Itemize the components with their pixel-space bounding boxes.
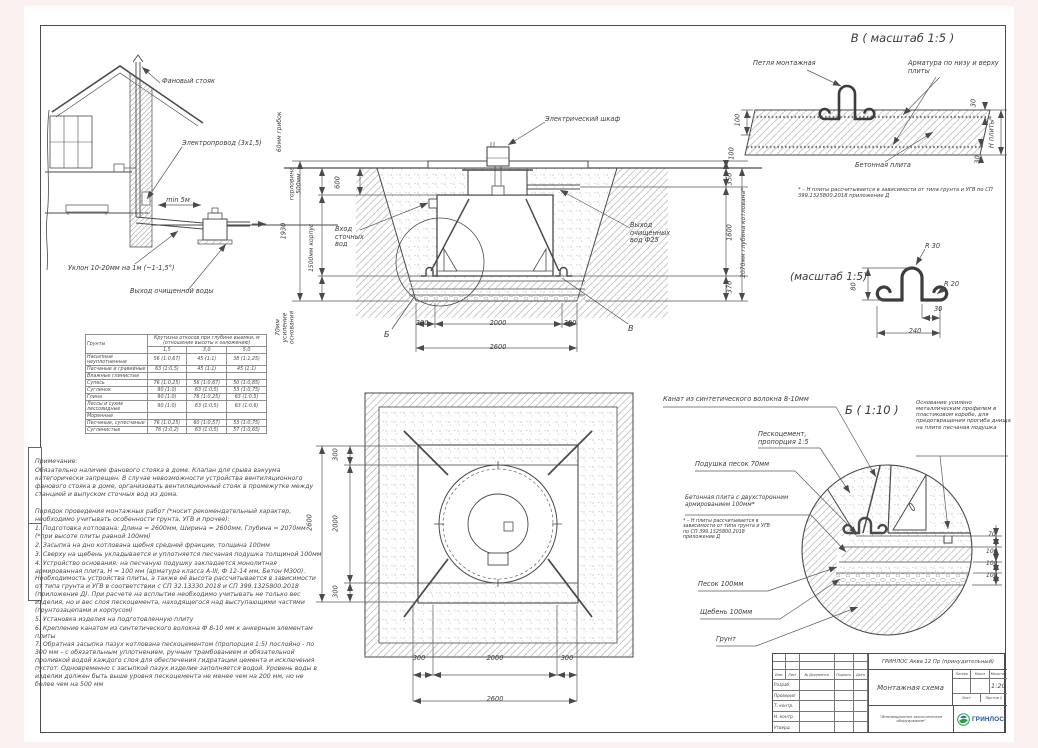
electric-cabinet xyxy=(487,147,509,166)
label-fan-stack: Фановый стояк xyxy=(162,77,215,85)
tb-listov: Листов 1 xyxy=(985,696,1003,701)
tb-role: Проверил xyxy=(773,691,800,701)
tb-masshtab: Масштаб xyxy=(990,672,1006,677)
dim-cap-60: 60мм грибок xyxy=(276,111,284,153)
soils-header-soil: Грунты xyxy=(86,335,148,354)
soil-value: 53 (1:0,75) xyxy=(227,420,267,427)
plan-dim-300-br: 300 xyxy=(560,654,574,662)
title-block xyxy=(772,653,1005,733)
installation-notes xyxy=(35,458,323,690)
tb-role: Н. контр. xyxy=(773,712,800,722)
mark-detail-b: Б xyxy=(384,330,390,339)
soil-name: Суглинистые xyxy=(86,427,148,434)
label-outlet: Выход очищенных вод Ф25 xyxy=(630,221,671,245)
soil-name: Суглинок xyxy=(86,387,148,394)
tb-massa: Масса xyxy=(971,670,989,678)
label-min-distance: min 5м xyxy=(166,196,190,204)
notes-step: 1. Подготовка котлована: Длина = 2600мм, Ширина = 2600мм, Глубина = 2070мм (*при высоте плиты равной 100мм) xyxy=(35,525,306,540)
soil-value: 60 (1:0,57) xyxy=(187,420,227,427)
table-row xyxy=(86,420,267,427)
notes-title: Примечание: xyxy=(35,458,78,465)
soil-value: 76 (1:0,25) xyxy=(147,380,187,387)
dim-2000: 2000 xyxy=(489,319,507,327)
plan-dim-2600-bottom: 2600 xyxy=(486,695,504,703)
table-row xyxy=(86,394,267,401)
soils-depth-col: 1,5 xyxy=(147,347,187,354)
tb-document-name: Монтажная схема xyxy=(869,670,953,705)
soil-value: 45 (1:1) xyxy=(227,366,267,373)
notes-paragraph: Обязательно наличие фанового стояка в доме. Клапан для срыва вакуума категорически запрещен. В случае невозможности устройства вентиляционного фанового стояка в доме, организовать вентиляционный стояк в промежутке между станцией и выпуском сточных вод из дома. xyxy=(35,466,314,498)
dim-base-70: 70мм усиление основания xyxy=(274,310,296,345)
soil-value: 63 (1:0,5) xyxy=(227,394,267,401)
soil-value: 76 (1:0,2) xyxy=(147,427,187,434)
soil-value: 38 (1:1,25) xyxy=(227,354,267,366)
profile-dim-30: 30 xyxy=(934,305,943,313)
loop-profile-dimensions xyxy=(862,249,946,338)
tb-col-doc: № Документа xyxy=(800,670,835,679)
dim-2600: 2600 xyxy=(489,343,507,351)
tb-col-izm: Изм. xyxy=(773,670,786,679)
dim-body-1500: 1500мм корпус xyxy=(308,223,316,272)
label-inlet: Вход сточных вод xyxy=(335,225,364,249)
profile-title: (масштаб 1:5) xyxy=(790,271,868,283)
detail-b-dim-100a: 100 xyxy=(986,548,998,555)
detail-v-dim-30-bottom: 30 xyxy=(973,155,982,164)
detail-b-dim-100b: 100 xyxy=(986,560,998,567)
label-electric-cabinet: Электрический шкаф xyxy=(545,115,621,123)
notes-order-title: Порядок проведения монтажных работ (*носит рекомендательный характер, необходимо учитывать особенности грунта, УГВ и прочее): xyxy=(35,508,292,524)
soil-name: Супесь xyxy=(86,380,148,387)
detail-v-dim-30-top: 30 xyxy=(969,98,978,108)
label-reinforce-note: Основание усилено металлическим профилем в пластиковом коробе, для предотвращения прогиба днища на плите песчаная подушка xyxy=(916,400,1011,431)
detail-v-title: В ( масштаб 1:5 ) xyxy=(850,31,955,45)
label-clean-water-out: Выход очищенной воды xyxy=(130,287,214,295)
table-row xyxy=(86,401,267,413)
tb-role: Т. контр. xyxy=(773,701,800,711)
soil-value: 45 (1:1) xyxy=(187,366,227,373)
detail-v-dim-100: 100 xyxy=(733,113,742,127)
plan-dim-2000-left: 2000 xyxy=(331,515,340,532)
soil-value: 53 (1:0,75) xyxy=(227,387,267,394)
dim-370: 370 xyxy=(725,280,734,294)
soil-name: Песчаные, супесчаные xyxy=(86,420,148,427)
soil-name: Насыпные неуплотненные xyxy=(86,354,148,366)
plan-dim-300-bottom: 300 xyxy=(331,585,340,598)
soil-value: 90 (1:0) xyxy=(147,387,187,394)
label-rebar: Арматура по низу и верху плиты xyxy=(908,59,999,75)
soil-value: 90 (1:0) xyxy=(147,394,187,401)
soil-value xyxy=(227,373,267,380)
label-slab-reinforced: Бетонная плита с двухсторонним армированием 100мм* xyxy=(685,495,789,508)
table-row xyxy=(86,373,267,380)
tb-product-name: ГРИНЛОС Аква 12 Пр (принудительный) xyxy=(869,654,1007,670)
dim-neck-500: горловина 500мм xyxy=(288,167,303,201)
notes-step: 4. Устройство основания: на песчаную подушку закладается монолитная армированная плита, Н = 100 мм (арматура класса А-III, Ф 12-14 мм, Бетон М300). Необходимость устройства плиты, а также её высота рассчитывается в зависимости от типа грунта и УГВ в соответствии с СП 32.13330.2018 и СП 399.1325800.2018 (приложение Д). При расчете на всплытие необходимо учитывать не только вес изделия, но и вес слоя пескоцемента, находящегося над выступающими частями (грунтозацепами и корпусом) xyxy=(35,559,316,614)
label-wiring: Электропровод (3x1,5) xyxy=(182,139,262,147)
detail-v-footnote: * – Н плиты рассчитывается в зависимости от типа грунта и УГВ по СП 399.1325800.2018 приложение Д xyxy=(798,187,993,199)
soil-value: 63 (1:0,5) xyxy=(147,366,187,373)
table-row xyxy=(86,380,267,387)
label-soil: Грунт xyxy=(716,635,736,643)
dim-300-left: 300 xyxy=(415,319,429,327)
label-gravel-layer: Щебень 100мм xyxy=(700,608,753,616)
soil-name: Влажные глинистые xyxy=(86,373,148,380)
label-mounting-loop: Петля монтажная xyxy=(753,59,816,67)
dim-600: 600 xyxy=(333,176,342,189)
soil-value: 63 (1:0,6) xyxy=(227,401,267,413)
dim-1600: 1600 xyxy=(725,224,734,241)
soil-name: Лессы и сухие лессовидные xyxy=(86,401,148,413)
tb-col-sign: Подпись xyxy=(835,670,854,679)
base-layers xyxy=(409,276,585,301)
soils-slope-table xyxy=(85,334,267,434)
notes-step: 7. Обратная засыпка пазух котлована пескоцементом (пропорция 1:5) послойно - по 300 мм – с обязательным уплотнением, ручным трамбованием и обязательной проливкой водой каждого слоя для обеспечения гидратации цемента и исключения пустот. Одновременно с засыпкой пазух изделие заполняется водой. Уровень воды в изделии должен быть выше уровня пескоцемента не менее чем на 200 мм, но не более чем на 500 мм xyxy=(35,641,317,688)
mark-detail-v: В xyxy=(628,324,634,333)
soil-value: 56 (1:0,67) xyxy=(147,354,187,366)
dim-100-top: 100 xyxy=(727,147,736,160)
table-row xyxy=(86,354,267,366)
soil-value: 76 (1:0,25) xyxy=(187,394,227,401)
notes-step: 3. Сверху на щебень укладывается и уплотняется песчаная подушка толщиной 100мм xyxy=(35,550,322,558)
detail-v-dim-h: Н плиты* xyxy=(987,115,996,149)
soil-value xyxy=(187,373,227,380)
grinlos-logo-icon xyxy=(957,713,970,726)
table-row xyxy=(86,366,267,373)
soil-value: 63 (1:0,5) xyxy=(187,387,227,394)
soil-value xyxy=(147,373,187,380)
plan-dim-300-top: 300 xyxy=(331,448,340,461)
label-rope: Канат из синтетического волокна 8-10мм xyxy=(663,395,809,403)
detail-b-dim-70: 70 xyxy=(988,531,996,538)
soil-value xyxy=(227,413,267,420)
label-slope: Уклон 10-20мм на 1м (~1-1,5°) xyxy=(68,264,175,272)
wiring-conduit-box xyxy=(142,192,150,205)
tb-scale-value: 1:20 xyxy=(991,682,1006,691)
tb-tagline: "Инновационное экологическое оборудование" xyxy=(869,706,954,732)
label-sand-cushion: Подушка песок 70мм xyxy=(695,460,770,468)
plan-dim-2000-bottom: 2000 xyxy=(486,654,504,662)
table-row xyxy=(86,387,267,394)
plan-dim-2600-left: 2600 xyxy=(305,514,314,531)
soil-value: 76 (1:0,25) xyxy=(147,420,187,427)
plan-dim-300-bl: 300 xyxy=(412,654,426,662)
soil-name: Моренные xyxy=(86,413,148,420)
soil-value: 63 (1:0,5) xyxy=(187,401,227,413)
soil-value: 45 (1:1) xyxy=(187,354,227,366)
notes-step: 5. Установка изделия на подготовленную плиту xyxy=(35,615,194,623)
profile-dim-240: 240 xyxy=(908,327,922,335)
vent-stack-top-arrow xyxy=(133,55,143,62)
notes-step: 6. Крепление канатом из синтетического волокна Ф 8-10 мм к анкерным элементам плиты xyxy=(35,624,313,640)
dim-300-right: 300 xyxy=(563,319,577,327)
dim-350: 350 xyxy=(725,172,734,186)
label-sandcement: Пескоцемент, пропорция 1:5 xyxy=(758,430,809,446)
distribution-well xyxy=(203,219,227,240)
dim-pit-depth: 2070мм глубина котлована* xyxy=(740,187,748,278)
label-slab-footnote: * – Н плиты рассчитывается в зависимости от типа грунта и УГВ по СП 399.1325800.2018 приложение Д xyxy=(683,519,770,541)
soil-value: 50 (1:0,85) xyxy=(227,380,267,387)
soils-header-slope: Крутизна откосов при глубине выемки, м (отношение высоты к заложению) xyxy=(147,335,266,347)
company-logo xyxy=(954,706,1007,732)
soil-value: 56 (1:0,67) xyxy=(187,380,227,387)
soil-value xyxy=(187,413,227,420)
loop-profile-shape xyxy=(877,268,946,300)
soil-value: 63 (1:0,5) xyxy=(187,427,227,434)
plan-view-drawing xyxy=(300,383,680,728)
dim-1930: 1930 xyxy=(279,222,288,240)
tb-role: Разраб. xyxy=(773,680,800,690)
profile-r20: R 20 xyxy=(944,280,960,288)
soils-depth-col: 3,0 xyxy=(187,347,227,354)
inlet-stub xyxy=(429,199,437,208)
detail-b-title: Б ( 1:10 ) xyxy=(845,403,899,417)
tb-litera: Литера xyxy=(953,670,971,678)
house-wall-shaft xyxy=(130,73,152,247)
table-row xyxy=(86,427,267,434)
notes-step: 2. Засыпка на дно котлована щебня средней фракции, толщина 100мм xyxy=(35,541,270,549)
profile-dim-80: 80 xyxy=(849,282,858,291)
title-block-left-grid xyxy=(773,654,869,732)
tb-role: Утверд. xyxy=(773,722,800,732)
soils-depth-col: 5,0 xyxy=(227,347,267,354)
detail-b-soil xyxy=(800,585,985,640)
profile-r30: R 30 xyxy=(925,242,941,250)
tb-col-list: Лист xyxy=(786,670,799,679)
soil-value: 57 (1:0,65) xyxy=(227,427,267,434)
brand-name: ГРИНЛОС xyxy=(972,715,1005,723)
soil-value: 90 (1:0) xyxy=(147,401,187,413)
soil-name: Песчаные и гравийные xyxy=(87,366,146,372)
loop-profile-drawing xyxy=(790,238,1035,356)
table-row xyxy=(86,413,267,420)
detail-b-dim-100c: 100 xyxy=(986,572,998,579)
tb-col-date: Дата xyxy=(854,670,868,679)
tb-list: Лист xyxy=(953,694,981,702)
soil-value xyxy=(147,413,187,420)
tank-body xyxy=(437,195,553,276)
label-sand-layer: Песок 100мм xyxy=(698,580,744,588)
label-concrete-slab: Бетонная плита xyxy=(855,161,911,169)
soil-name: Глина xyxy=(86,394,148,401)
